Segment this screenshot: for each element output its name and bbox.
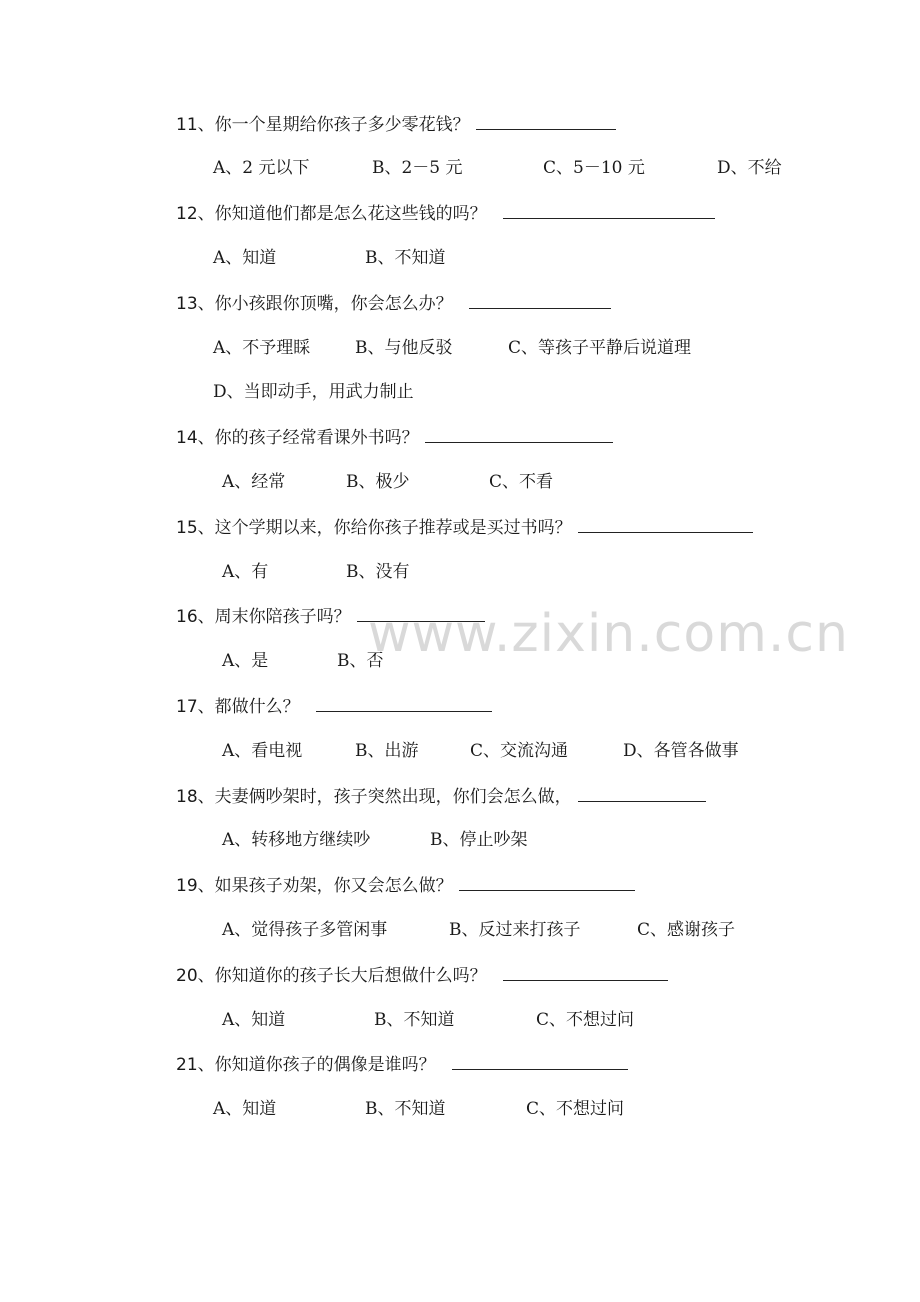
question-text: 这个学期以来，你给你孩子推荐或是买过书吗？	[214, 518, 572, 538]
option-c[interactable]: C、不想过问	[526, 1099, 625, 1119]
question-number: 19、	[176, 876, 215, 896]
answer-blank[interactable]	[503, 203, 715, 219]
question-text: 都做什么？	[214, 697, 300, 717]
option-b[interactable]: B、否	[337, 651, 384, 671]
answer-blank[interactable]	[503, 965, 668, 981]
answer-blank[interactable]	[425, 427, 613, 443]
option-c[interactable]: C、感谢孩子	[637, 920, 736, 940]
option-b[interactable]: B、出游	[355, 741, 419, 761]
option-a[interactable]: A、是	[222, 651, 269, 671]
option-b[interactable]: B、极少	[346, 472, 410, 492]
question-11	[176, 114, 616, 135]
option-b[interactable]: B、不知道	[365, 248, 446, 268]
question-number: 15、	[176, 518, 215, 538]
question-14	[176, 427, 613, 448]
question-12	[176, 203, 715, 224]
watermark: www.zixin.com.cn	[368, 604, 849, 664]
option-d[interactable]: D、各管各做事	[623, 741, 739, 761]
question-16	[176, 606, 485, 627]
option-a[interactable]: A、2 元以下	[213, 158, 310, 178]
option-b[interactable]: B、与他反驳	[355, 338, 453, 358]
question-text: 你知道你的孩子长大后想做什么吗？	[214, 966, 487, 986]
question-13	[176, 293, 611, 314]
question-text: 你一个星期给你孩子多少零花钱？	[214, 115, 470, 135]
question-number: 16、	[176, 607, 215, 627]
option-b[interactable]: B、2－5 元	[372, 158, 463, 178]
option-a[interactable]: A、知道	[213, 248, 277, 268]
option-c[interactable]: C、等孩子平静后说道理	[508, 338, 692, 358]
answer-blank[interactable]	[357, 606, 485, 622]
question-number: 11、	[176, 115, 215, 135]
question-number: 13、	[176, 294, 215, 314]
question-number: 17、	[176, 697, 215, 717]
option-d[interactable]: D、当即动手，用武力制止	[213, 382, 414, 402]
answer-blank[interactable]	[469, 293, 611, 309]
option-a[interactable]: A、有	[222, 562, 269, 582]
option-d[interactable]: D、不给	[717, 158, 782, 178]
question-number: 18、	[176, 787, 215, 807]
option-c[interactable]: C、5－10 元	[543, 158, 645, 178]
question-18	[176, 786, 706, 807]
option-a[interactable]: A、看电视	[222, 741, 303, 761]
answer-blank[interactable]	[459, 875, 635, 891]
option-a[interactable]: A、转移地方继续吵	[222, 830, 371, 850]
option-b[interactable]: B、不知道	[365, 1099, 446, 1119]
question-text: 你知道他们都是怎么花这些钱的吗？	[214, 204, 487, 224]
question-19	[176, 875, 635, 896]
option-c[interactable]: C、交流沟通	[470, 741, 569, 761]
option-b[interactable]: B、不知道	[374, 1010, 455, 1030]
answer-blank[interactable]	[476, 114, 616, 130]
question-number: 20、	[176, 966, 215, 986]
answer-blank[interactable]	[578, 517, 753, 533]
question-text: 你的孩子经常看课外书吗？	[214, 428, 419, 448]
question-15	[176, 517, 753, 538]
option-b[interactable]: B、停止吵架	[430, 830, 528, 850]
option-c[interactable]: C、不看	[489, 472, 554, 492]
question-17	[176, 696, 492, 717]
question-number: 12、	[176, 204, 215, 224]
question-text: 你小孩跟你顶嘴，你会怎么办？	[214, 294, 453, 314]
question-text: 如果孩子劝架，你又会怎么做？	[214, 876, 453, 896]
answer-blank[interactable]	[316, 696, 492, 712]
option-a[interactable]: A、不予理睬	[213, 338, 311, 358]
option-a[interactable]: A、知道	[222, 1010, 286, 1030]
option-a[interactable]: A、觉得孩子多管闲事	[222, 920, 388, 940]
question-20	[176, 965, 668, 986]
question-text: 夫妻俩吵架时，孩子突然出现，你们会怎么做，	[214, 787, 572, 807]
question-21	[176, 1054, 628, 1075]
answer-blank[interactable]	[578, 786, 706, 802]
option-a[interactable]: A、知道	[213, 1099, 277, 1119]
option-c[interactable]: C、不想过问	[536, 1010, 635, 1030]
option-a[interactable]: A、经常	[222, 472, 286, 492]
question-number: 14、	[176, 428, 215, 448]
option-b[interactable]: B、反过来打孩子	[449, 920, 581, 940]
question-text: 你知道你孩子的偶像是谁吗？	[214, 1055, 436, 1075]
question-number: 21、	[176, 1055, 215, 1075]
answer-blank[interactable]	[452, 1054, 628, 1070]
question-text: 周末你陪孩子吗？	[214, 607, 351, 627]
option-b[interactable]: B、没有	[346, 562, 410, 582]
